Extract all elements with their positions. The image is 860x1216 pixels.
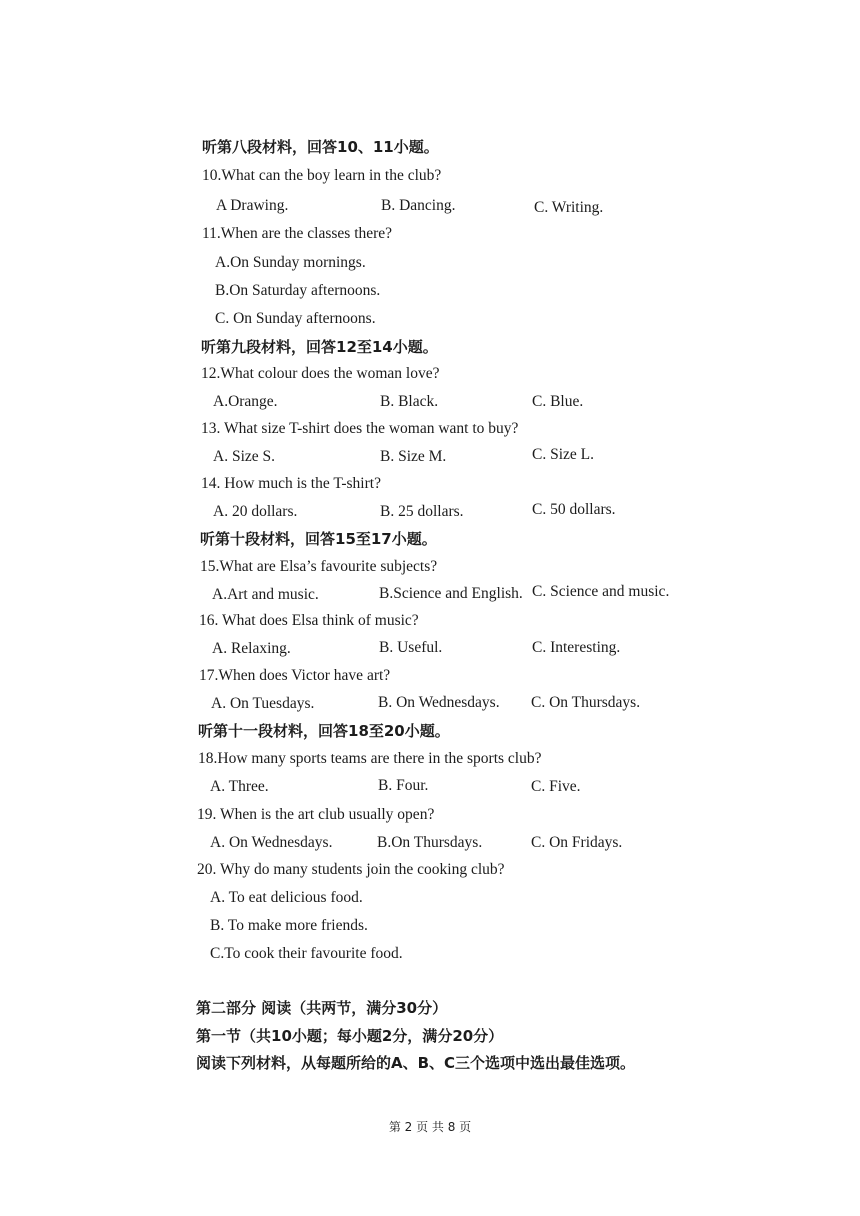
section-heading-8: 听第八段材料，回答10、11小题。 bbox=[202, 138, 439, 156]
question-12-option-b: B. Black. bbox=[380, 393, 439, 410]
question-18-option-b: B. Four. bbox=[378, 777, 429, 794]
question-19-option-b: B.On Thursdays. bbox=[377, 834, 483, 851]
question-17-option-c: C. On Thursdays. bbox=[531, 694, 641, 711]
question-14-option-a: A. 20 dollars. bbox=[213, 503, 298, 520]
question-15-option-c: C. Science and music. bbox=[532, 583, 670, 600]
question-19-option-a: A. On Wednesdays. bbox=[210, 834, 333, 851]
question-15-option-b: B.Science and English. bbox=[379, 585, 523, 602]
question-11-option-a: A.On Sunday mornings. bbox=[215, 254, 366, 271]
question-20-stem: 20. Why do many students join the cooking club? bbox=[197, 861, 505, 878]
question-19-option-c: C. On Fridays. bbox=[531, 834, 623, 851]
question-11-option-b: B.On Saturday afternoons. bbox=[215, 282, 381, 299]
question-10-option-b: B. Dancing. bbox=[381, 197, 456, 214]
question-14-option-b: B. 25 dollars. bbox=[380, 503, 464, 520]
question-16-stem: 16. What does Elsa think of music? bbox=[199, 612, 419, 629]
question-18-stem: 18.How many sports teams are there in the sports club? bbox=[198, 750, 542, 767]
section-heading-9: 听第九段材料，回答12至14小题。 bbox=[201, 338, 438, 356]
question-19-stem: 19. When is the art club usually open? bbox=[197, 806, 435, 823]
question-16-option-c: C. Interesting. bbox=[532, 639, 621, 656]
question-10-stem: 10.What can the boy learn in the club? bbox=[202, 167, 442, 184]
question-13-option-c: C. Size L. bbox=[532, 446, 594, 463]
question-12-stem: 12.What colour does the woman love? bbox=[201, 365, 440, 382]
question-13-option-b: B. Size M. bbox=[380, 448, 447, 465]
question-12-option-c: C. Blue. bbox=[532, 393, 584, 410]
question-15-stem: 15.What are Elsa’s favourite subjects? bbox=[200, 558, 438, 575]
page-number-footer: 第 2 页 共 8 页 bbox=[388, 1120, 472, 1134]
question-15-option-a: A.Art and music. bbox=[212, 586, 319, 603]
question-10-option-a: A Drawing. bbox=[216, 197, 289, 214]
question-14-option-c: C. 50 dollars. bbox=[532, 501, 616, 518]
section-heading-10: 听第十段材料，回答15至17小题。 bbox=[200, 530, 437, 548]
question-17-option-a: A. On Tuesdays. bbox=[211, 695, 315, 712]
question-16-option-b: B. Useful. bbox=[379, 639, 443, 656]
question-20-option-c: C.To cook their favourite food. bbox=[210, 945, 403, 962]
question-18-option-a: A. Three. bbox=[210, 778, 269, 795]
part-two-title: 第二部分 阅读（共两节，满分30分） bbox=[196, 999, 448, 1017]
question-16-option-a: A. Relaxing. bbox=[212, 640, 291, 657]
question-20-option-b: B. To make more friends. bbox=[210, 917, 368, 934]
question-17-stem: 17.When does Victor have art? bbox=[199, 667, 391, 684]
question-12-option-a: A.Orange. bbox=[213, 393, 278, 410]
section-heading-11: 听第十一段材料，回答18至20小题。 bbox=[198, 722, 450, 740]
question-11-option-c: C. On Sunday afternoons. bbox=[215, 310, 376, 327]
question-18-option-c: C. Five. bbox=[531, 778, 581, 795]
question-13-option-a: A. Size S. bbox=[213, 448, 275, 465]
question-10-option-c: C. Writing. bbox=[534, 199, 604, 216]
reading-instruction: 阅读下列材料，从每题所给的A、B、C三个选项中选出最佳选项。 bbox=[196, 1054, 636, 1072]
question-20-option-a: A. To eat delicious food. bbox=[210, 889, 363, 906]
question-11-stem: 11.When are the classes there? bbox=[202, 225, 393, 242]
question-13-stem: 13. What size T-shirt does the woman want to buy? bbox=[201, 420, 519, 437]
question-17-option-b: B. On Wednesdays. bbox=[378, 694, 500, 711]
section-one-heading: 第一节（共10小题；每小题2分，满分20分） bbox=[196, 1027, 504, 1045]
question-14-stem: 14. How much is the T-shirt? bbox=[201, 475, 381, 492]
